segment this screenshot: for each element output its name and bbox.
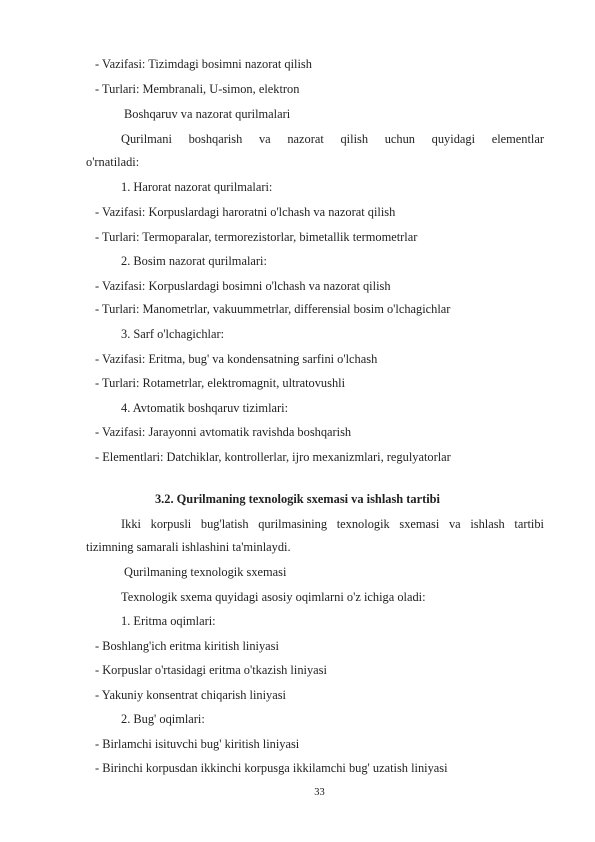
text-line: - Korpuslar o'rtasidagi eritma o'tkazish liniyasi — [95, 663, 327, 677]
text-line: - Turlari: Manometrlar, vakuummetrlar, differensial bosim o'lchagichlar — [95, 302, 451, 316]
list-heading: 1. Harorat nazorat qurilmalari: — [121, 180, 273, 194]
list-heading: 1. Eritma oqimlari: — [121, 614, 216, 628]
text-line: - Vazifasi: Tizimdagi bosimni nazorat qilish — [95, 57, 312, 71]
paragraph-line: o'rnatiladi: — [86, 155, 140, 169]
text-line: - Turlari: Membranali, U-simon, elektron — [95, 82, 300, 96]
text-line: Texnologik sxema quyidagi asosiy oqimlarni o'z ichiga oladi: — [121, 590, 426, 604]
text-line: - Vazifasi: Eritma, bug' va kondensatning sarfini o'lchash — [95, 352, 378, 366]
section-heading: 3.2. Qurilmaning texnologik sxemasi va ishlash tartibi — [154, 492, 440, 506]
text-line: - Birinchi korpusdan ikkinchi korpusga ikkilamchi bug' uzatish liniyasi — [95, 761, 448, 775]
text-line: - Vazifasi: Jarayonni avtomatik ravishda boshqarish — [95, 425, 352, 439]
subheading: Boshqaruv va nazorat qurilmalari — [124, 107, 291, 121]
paragraph-line: Qurilmani boshqarish va nazorat qilish uchun quyidagi elementlar — [121, 132, 544, 146]
text-line: - Vazifasi: Korpuslardagi bosimni o'lchash va nazorat qilish — [95, 279, 391, 293]
subheading: Qurilmaning texnologik sxemasi — [124, 565, 287, 579]
text-line: - Boshlang'ich eritma kiritish liniyasi — [95, 639, 279, 653]
paragraph-line: Ikki korpusli bug'latish qurilmasining texnologik sxemasi va ishlash tartibi — [121, 517, 544, 531]
list-heading: 2. Bosim nazorat qurilmalari: — [121, 254, 267, 268]
list-heading: 4. Avtomatik boshqaruv tizimlari: — [121, 401, 289, 415]
text-line: - Elementlari: Datchiklar, kontrollerlar, ijro mexanizmlari, regulyatorlar — [95, 450, 451, 464]
page-number: 33 — [314, 787, 325, 798]
text-line: - Birlamchi isituvchi bug' kiritish liniyasi — [95, 737, 300, 751]
list-heading: 2. Bug' oqimlari: — [121, 712, 205, 726]
text-line: - Turlari: Rotametrlar, elektromagnit, ultratovushli — [95, 376, 346, 390]
list-heading: 3. Sarf o'lchagichlar: — [121, 327, 225, 341]
text-line: - Vazifasi: Korpuslardagi haroratni o'lchash va nazorat qilish — [95, 205, 396, 219]
paragraph-line: tizimning samarali ishlashini ta'minlaydi. — [86, 540, 291, 554]
text-line: - Turlari: Termoparalar, termorezistorlar, bimetallik termometrlar — [95, 230, 418, 244]
text-line: - Yakuniy konsentrat chiqarish liniyasi — [95, 688, 287, 702]
